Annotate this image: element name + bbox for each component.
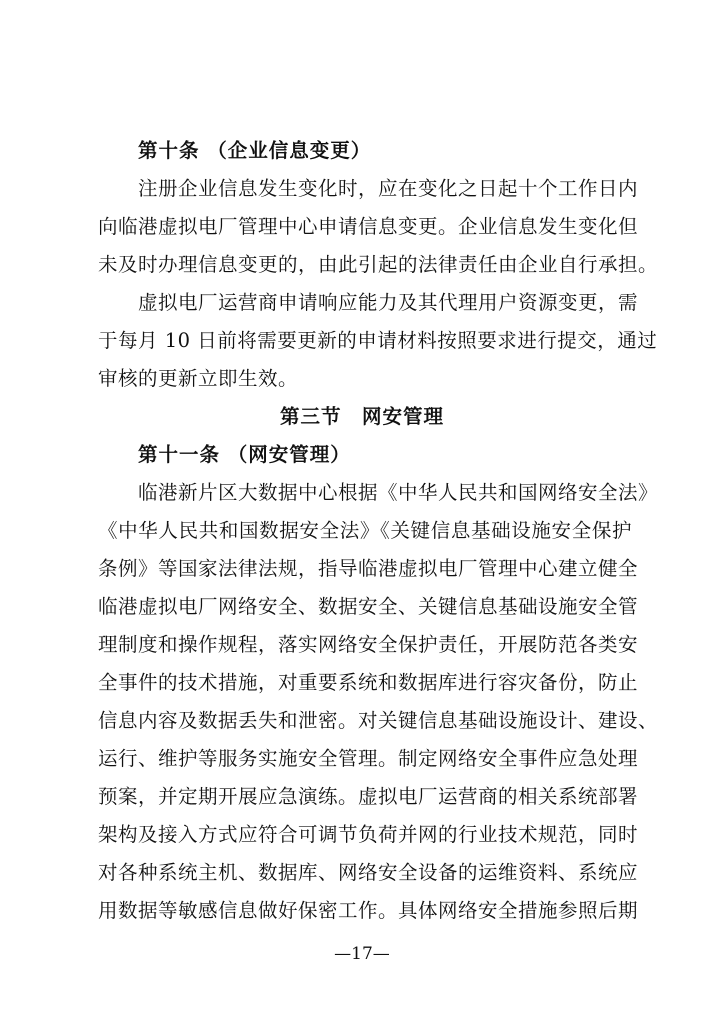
article-11-line-6: 全事件的技术措施，对重要系统和数据库进行容灾备份，防止 [98,671,639,694]
article-11-line-9: 预案，并定期开展应急演练。虚拟电厂运营商的相关系统部署 [98,785,639,808]
article-10-heading: 第十条 （企业信息变更） [138,139,372,162]
article-11-heading: 第十一条 （网安管理） [138,443,351,466]
article-10-p1-line-3: 未及时办理信息变更的，由此引起的法律责任由企业自行承担。 [98,253,659,276]
article-11-line-11: 对各种系统主机、数据库、网络安全设备的运维资料、系统应 [98,861,639,884]
article-11-line-4: 临港虚拟电厂网络安全、数据安全、关键信息基础设施安全管 [98,595,639,618]
article-11-line-2: 《中华人民共和国数据安全法》《关键信息基础设施安全保护 [98,519,632,542]
page-number: —17— [334,944,390,964]
article-11-line-7: 信息内容及数据丢失和泄密。对关键信息基础设施设计、建设、 [98,709,659,732]
section-3-heading: 第三节 网安管理 [279,405,444,428]
article-11-line-8: 运行、维护等服务实施安全管理。制定网络安全事件应急处理 [98,747,639,770]
article-10-p1-line-1: 注册企业信息发生变化时，应在变化之日起十个工作日内 [138,177,639,200]
article-11-line-5: 理制度和操作规程，落实网络安全保护责任，开展防范各类安 [98,633,639,656]
article-10-p1-line-2: 向临港虚拟电厂管理中心申请信息变更。企业信息发生变化但 [98,215,639,238]
article-10-p2-line-2: 于每月 10 日前将需要更新的申请材料按照要求进行提交，通过 [98,329,658,352]
article-11-line-3: 条例》等国家法律法规，指导临港虚拟电厂管理中心建立健全 [98,557,639,580]
article-11-line-10: 架构及接入方式应符合可调节负荷并网的行业技术规范，同时 [98,823,639,846]
article-11-line-1: 临港新片区大数据中心根据《中华人民共和国网络安全法》 [138,481,659,504]
article-10-p2-line-3: 审核的更新立即生效。 [98,367,299,390]
article-10-p2-line-1: 虚拟电厂运营商申请响应能力及其代理用户资源变更，需 [138,291,639,314]
article-11-line-12: 用数据等敏感信息做好保密工作。具体网络安全措施参照后期 [98,899,639,922]
